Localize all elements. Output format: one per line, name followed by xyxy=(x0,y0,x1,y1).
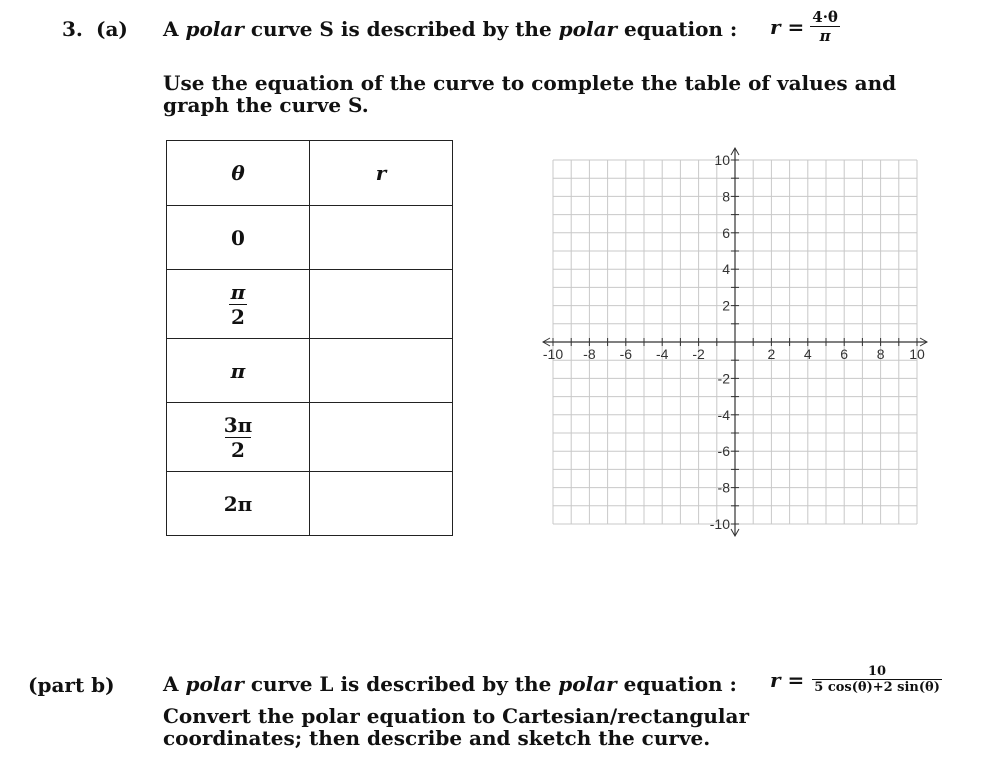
y-tick-label: 8 xyxy=(722,188,730,205)
r-input-cell[interactable] xyxy=(310,270,453,339)
y-tick-label: -4 xyxy=(717,406,730,423)
y-tick-label: 4 xyxy=(722,261,730,278)
x-tick-label: 2 xyxy=(767,346,776,362)
theta-cell: $\frac{\pi}{2}$ xyxy=(167,270,310,339)
part-b-statement: A polar curve L is described by the polar equation : xyxy=(163,672,737,696)
x-tick-label: -4 xyxy=(655,346,669,362)
header-theta: θ xyxy=(167,141,310,206)
coordinate-grid[interactable] xyxy=(520,130,950,550)
r-input-cell[interactable] xyxy=(310,403,453,472)
table-row xyxy=(167,270,453,339)
x-tick-label: -10 xyxy=(542,346,564,362)
part-a-instruction: Use the equation of the curve to complete the table of values and graph the curve S. xyxy=(163,71,897,117)
y-tick-label: -10 xyxy=(709,516,730,532)
r-input-cell[interactable] xyxy=(310,339,453,403)
part-a-statement: A polar curve S is described by the polar equation : xyxy=(163,17,738,41)
theta-cell: 0 xyxy=(167,206,310,270)
part-b-label: (part b) xyxy=(28,673,115,697)
r-input-cell[interactable] xyxy=(310,472,453,536)
x-tick-label: 8 xyxy=(876,346,885,362)
part-a-label: (a) xyxy=(96,17,128,41)
y-tick-label: -8 xyxy=(717,479,730,496)
x-tick-label: -8 xyxy=(583,346,596,362)
theta-cell: $\frac{3\pi}{2}$ xyxy=(167,403,310,472)
table-row xyxy=(167,472,453,536)
part-b-equation: r = $\frac{10}{5 \cos(\theta)+2 \sin(\theta)}$ xyxy=(770,664,940,695)
x-tick-label: 6 xyxy=(840,346,849,362)
table-header-row xyxy=(167,141,453,206)
table-row xyxy=(167,403,453,472)
theta-cell: π xyxy=(167,339,310,403)
x-tick-label: -6 xyxy=(619,346,633,362)
question-number: 3. xyxy=(62,17,83,41)
theta-cell: 2π xyxy=(167,472,310,536)
part-b-instruction-line-2: coordinates; then describe and sketch the curve. xyxy=(163,726,711,750)
table-row xyxy=(167,339,453,403)
part-a-equation: r = $\frac{4\cdot\theta}{\pi}$ xyxy=(770,8,838,45)
x-tick-label: 4 xyxy=(803,346,812,362)
part-b-instruction-line-1: Convert the polar equation to Cartesian/rectangular xyxy=(163,704,749,728)
values-table xyxy=(166,140,453,536)
x-tick-label: -2 xyxy=(692,346,705,362)
x-tick-label: 10 xyxy=(909,346,925,362)
y-tick-label: 2 xyxy=(722,297,730,314)
header-r: r xyxy=(310,141,453,206)
y-tick-label: -2 xyxy=(717,370,730,387)
y-tick-label: 10 xyxy=(714,152,730,168)
r-input-cell[interactable] xyxy=(310,206,453,270)
table-row xyxy=(167,206,453,270)
y-tick-label: 6 xyxy=(722,224,730,241)
y-tick-label: -6 xyxy=(717,443,730,460)
